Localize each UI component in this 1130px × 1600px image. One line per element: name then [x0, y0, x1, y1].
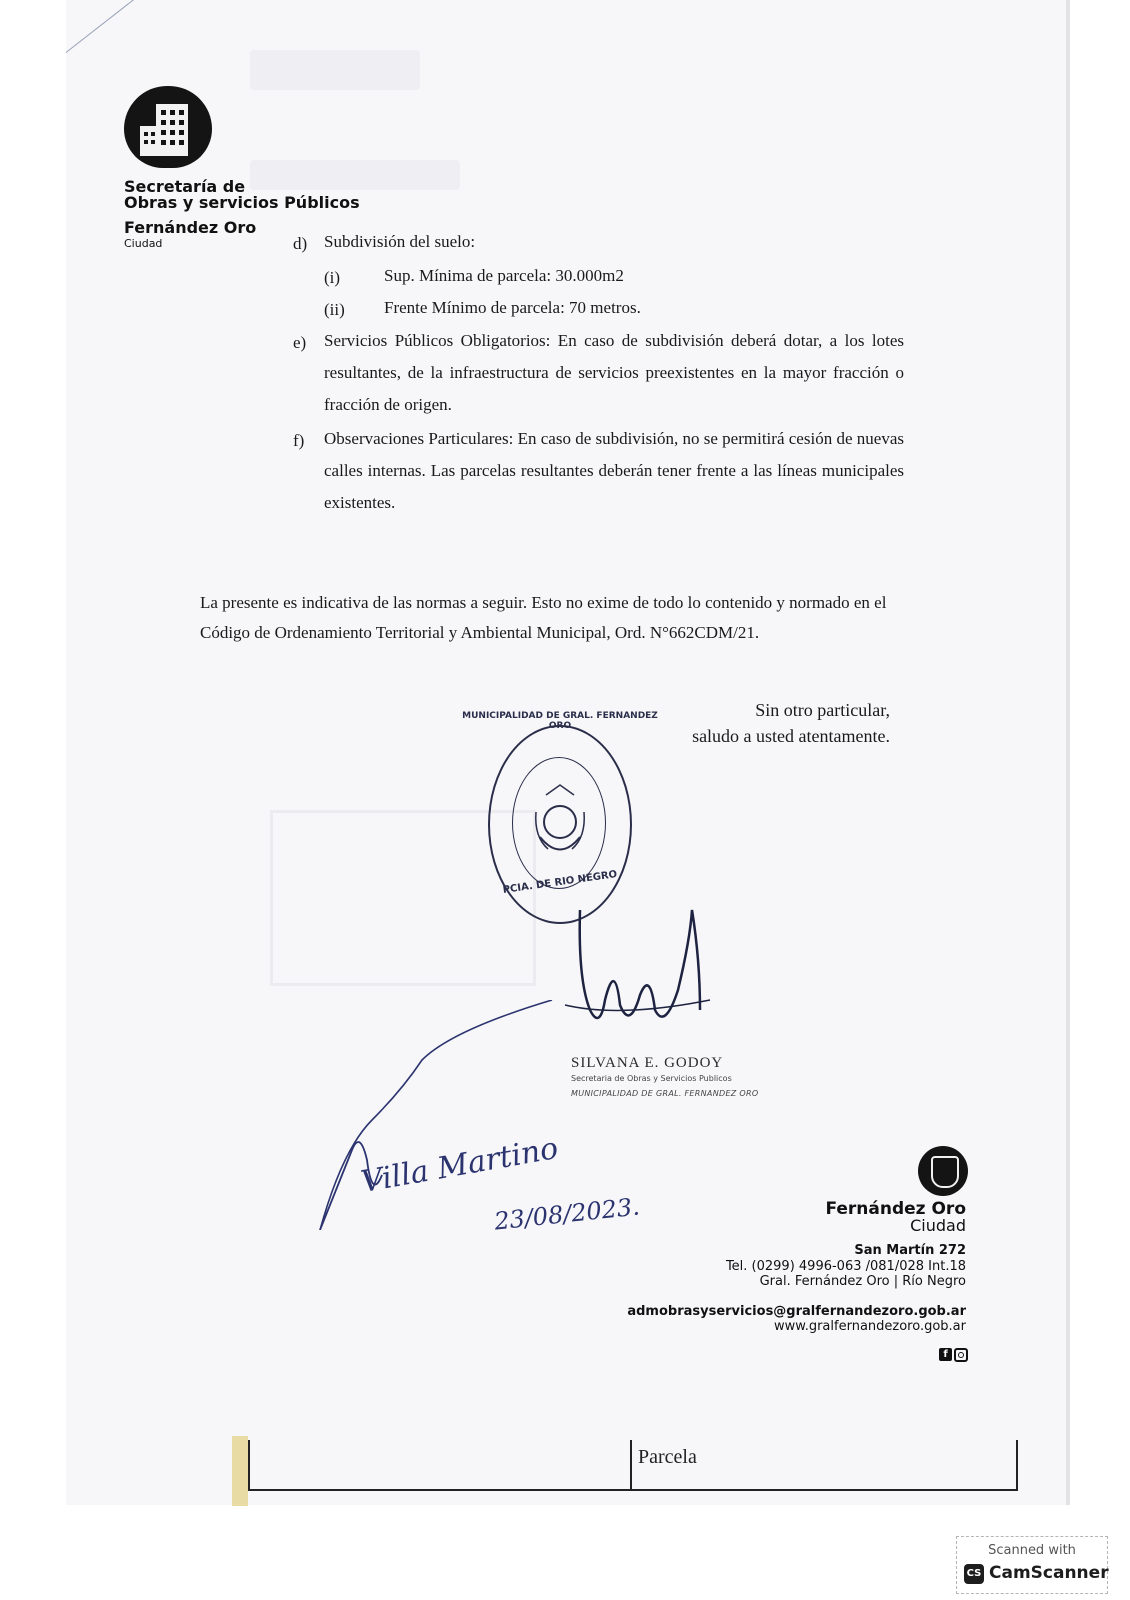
footer-phone: Tel. (0299) 4996-063 /081/028 Int.18	[725, 1259, 966, 1274]
footer-city: Fernández Oro	[825, 1199, 966, 1219]
table-divider	[630, 1440, 632, 1490]
seal-top-text: MUNICIPALIDAD DE GRAL. FERNANDEZ ORO	[462, 711, 658, 731]
city-crest-icon	[918, 1146, 968, 1196]
table-border-bottom	[248, 1489, 1018, 1491]
bleed-through-band	[250, 160, 460, 190]
footer-city-sub: Ciudad	[910, 1216, 966, 1235]
header-line-3: Fernández Oro	[124, 218, 257, 237]
subitem-i-text: Sup. Mínima de parcela: 30.000m2	[384, 266, 624, 285]
instagram-icon	[954, 1348, 968, 1362]
closing-line-2: saludo a usted atentamente.	[692, 726, 890, 746]
bleed-through-band	[250, 50, 420, 90]
subitem-ii-label: (ii)	[324, 300, 345, 319]
header-line-4: Ciudad	[124, 237, 163, 250]
signatory-name: SILVANA E. GODOY	[571, 1055, 724, 1071]
signatory-title: Secretaria de Obras y Servicios Publicos	[571, 1074, 732, 1083]
footer-email: admobrasyservicios@gralfernandezoro.gob.ar	[627, 1304, 966, 1319]
table-border-right	[1016, 1440, 1018, 1490]
parcela-label: Parcela	[638, 1446, 697, 1468]
camscanner-badge	[956, 1536, 1108, 1594]
item-f-text: Observaciones Particulares: En caso de subdivisión, no se permitirá cesión de nuevas calles internas. Las parcelas resultantes deberán tener frente a las líneas municipales existentes.	[324, 429, 904, 512]
header-line-2: Obras y servicios Públicos	[124, 193, 360, 212]
handwritten-date: 23/08/2023.	[492, 1192, 642, 1236]
camscanner-logo-icon: CS	[964, 1564, 984, 1584]
item-d-label: d)	[293, 234, 308, 253]
receiver-signature	[312, 1000, 592, 1230]
handwritten-name: Villa Martino	[358, 1130, 561, 1201]
subitem-ii-text: Frente Mínimo de parcela: 70 metros.	[384, 298, 641, 317]
secretaria-logo-icon	[124, 86, 212, 168]
page-edge	[1066, 0, 1070, 1505]
item-e-text: Servicios Públicos Obligatorios: En caso de subdivisión deberá dotar, a los lotes resultantes, de la infraestructura de servicios preexistentes en la mayor fracción o fracción de origen.	[324, 331, 904, 414]
item-f-label: f)	[293, 431, 305, 450]
footer-locality: Gral. Fernández Oro | Río Negro	[759, 1274, 966, 1289]
municipal-seal	[462, 711, 658, 924]
signatory-institution: MUNICIPALIDAD DE GRAL. FERNANDEZ ORO	[571, 1089, 759, 1098]
closing-line-1: Sin otro particular,	[755, 700, 890, 720]
seal-bottom-text: PCIA. DE RIO NEGRO	[502, 869, 618, 896]
footer-web: www.gralfernandezoro.gob.ar	[774, 1319, 966, 1334]
scanner-line-1: Scanned with	[988, 1543, 1076, 1558]
scanner-brand: CamScanner	[989, 1563, 1109, 1583]
note-paragraph: La presente es indicativa de las normas a seguir. Esto no exime de todo lo contenido y normado en el Código de Ordenamiento Territorial y Ambiental Municipal, Ord. N°662CDM/21.	[200, 593, 887, 642]
subitem-i-label: (i)	[324, 268, 341, 287]
header-line-1: Secretaría de	[124, 177, 246, 196]
tape-strip	[232, 1436, 248, 1506]
table-border-left	[248, 1440, 250, 1490]
facebook-icon: f	[939, 1348, 952, 1361]
item-d-text: Subdivisión del suelo:	[324, 232, 476, 251]
item-e-label: e)	[293, 333, 307, 352]
footer-address: San Martín 272	[854, 1243, 966, 1258]
